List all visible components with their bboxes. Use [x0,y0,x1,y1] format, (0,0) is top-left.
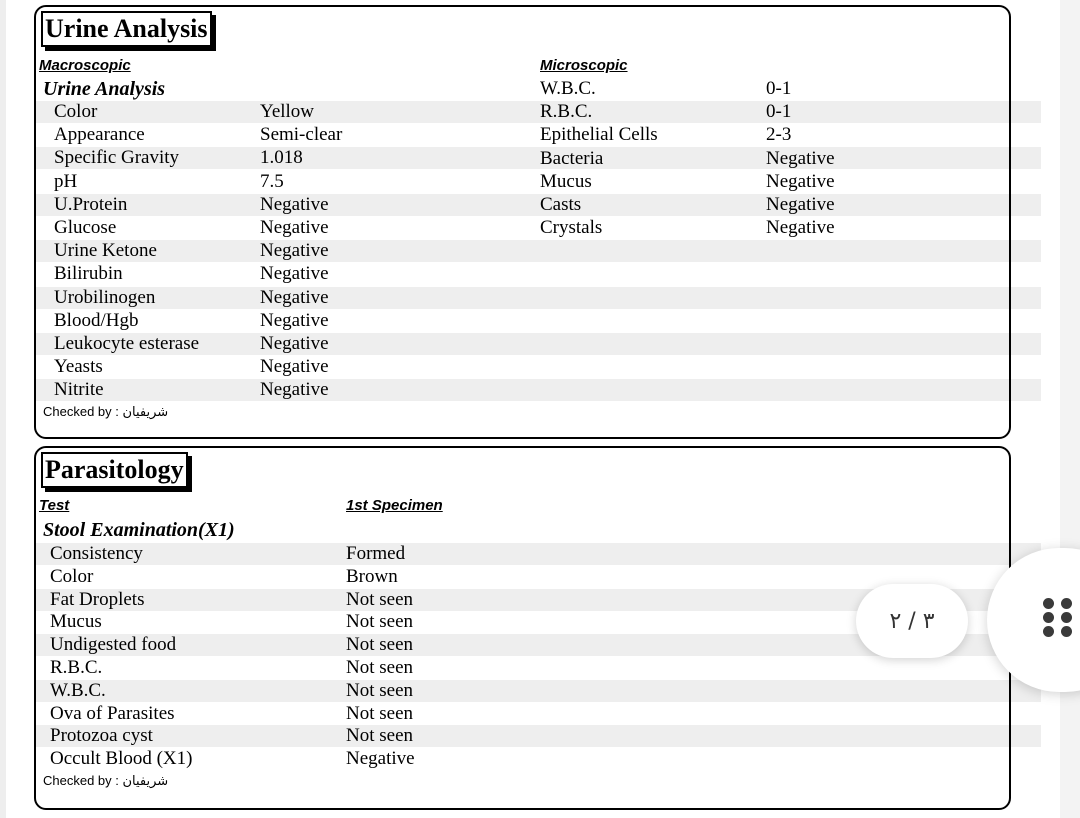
left-edge [0,0,6,818]
stool-test-name: R.B.C. [50,657,103,678]
stool-test-name: Protozoa cyst [50,725,153,746]
macro-test-value: Negative [260,287,329,308]
macro-test-name: Specific Gravity [54,147,180,168]
micro-test-value: 0-1 [766,78,792,99]
macro-test-name: Blood/Hgb [54,310,139,331]
micro-test-name: Casts [540,194,582,215]
macro-test-value: Negative [260,333,329,354]
macro-test-value: Negative [260,356,329,377]
stool-test-value: Not seen [346,680,414,701]
stool-test-name: Fat Droplets [50,589,145,610]
stool-test-value: Not seen [346,725,414,746]
stool-test-name: Consistency [50,543,143,564]
stool-test-value: Not seen [346,703,414,724]
micro-test-name: W.B.C. [540,78,596,99]
stool-test-name: Undigested food [50,634,177,655]
macro-test-name: Nitrite [54,379,104,400]
macro-test-name: Urine Ketone [54,240,157,261]
stool-test-name: Occult Blood (X1) [50,748,193,769]
macro-test-name: Leukocyte esterase [54,333,200,354]
stool-test-name: Ova of Parasites [50,703,175,724]
macroscopic-header: Macroscopic [39,57,131,74]
macro-test-name: pH [54,171,78,192]
macro-test-value: Negative [260,194,329,215]
micro-test-name: Epithelial Cells [540,124,658,145]
urine-analysis-subtitle: Urine Analysis [43,78,166,100]
macro-test-name: Yeasts [54,356,103,377]
macro-test-value: 7.5 [260,171,284,192]
parasitology-title: Parasitology [41,452,188,488]
micro-test-value: Negative [766,194,835,215]
micro-test-name: Bacteria [540,148,604,169]
macro-test-value: Negative [260,379,329,400]
macro-test-value: Yellow [260,101,315,122]
urine-checked-by: Checked by : شريفيان [43,404,169,419]
stool-test-name: Mucus [50,611,102,632]
stool-test-value: Formed [346,543,406,564]
stool-test-name: W.B.C. [50,680,106,701]
micro-test-name: Mucus [540,171,592,192]
specimen-header: 1st Specimen [346,497,443,514]
stool-test-value: Brown [346,566,398,587]
stool-examination-subtitle: Stool Examination(X1) [43,519,235,541]
stool-test-value: Not seen [346,589,414,610]
micro-test-value: 0-1 [766,101,792,122]
stool-test-value: Not seen [346,611,414,632]
macro-test-name: Appearance [54,124,145,145]
micro-test-value: Negative [766,217,835,238]
macro-test-value: Negative [260,310,329,331]
microscopic-header: Microscopic [540,57,628,74]
macro-test-value: Negative [260,263,329,284]
macro-test-name: U.Protein [54,194,128,215]
micro-test-value: 2-3 [766,124,792,145]
macro-test-value: Semi-clear [260,124,343,145]
micro-test-name: Crystals [540,217,603,238]
macro-test-name: Glucose [54,217,117,238]
grid-dots-icon [1043,598,1079,642]
macro-test-value: Negative [260,217,329,238]
right-edge [1060,0,1080,818]
macro-test-name: Color [54,101,98,122]
urine-analysis-section [34,5,1011,439]
micro-test-value: Negative [766,171,835,192]
parasitology-checked-by: Checked by : شريفيان [43,773,169,788]
stool-test-value: Not seen [346,634,414,655]
macro-test-value: Negative [260,240,329,261]
urine-analysis-title: Urine Analysis [41,11,212,47]
page-indicator[interactable]: ٣ / ٢ [856,584,968,658]
micro-test-value: Negative [766,148,835,169]
macro-test-name: Urobilinogen [54,287,156,308]
micro-test-name: R.B.C. [540,101,593,122]
stool-test-value: Negative [346,748,415,769]
macro-test-value: 1.018 [260,147,303,168]
test-header: Test [39,497,70,514]
macro-test-name: Bilirubin [54,263,123,284]
stool-test-value: Not seen [346,657,414,678]
stool-test-name: Color [50,566,94,587]
